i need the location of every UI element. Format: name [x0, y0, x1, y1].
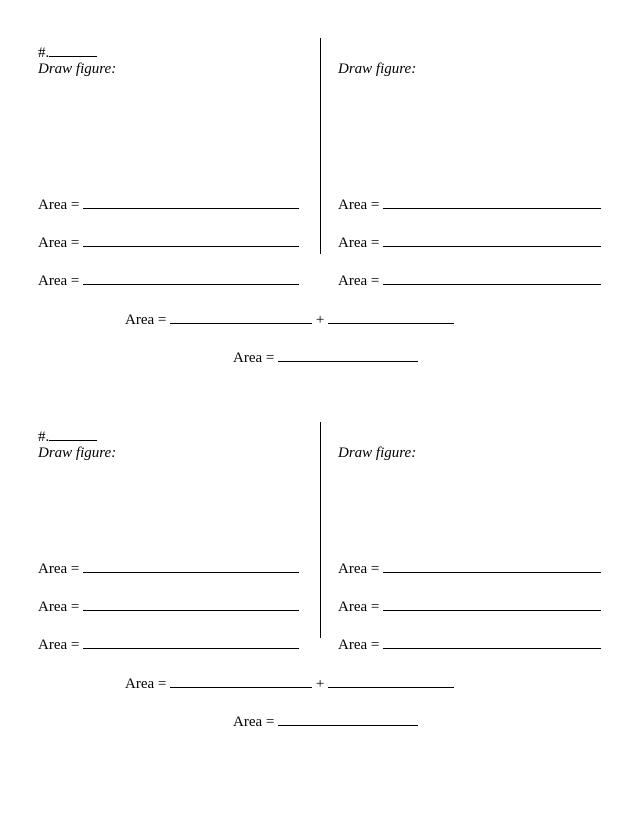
area-label: Area = [338, 637, 380, 653]
right-area-line-2 [338, 232, 601, 252]
area-answer-blank[interactable] [383, 194, 601, 209]
problem-number-blank[interactable] [49, 426, 97, 441]
column-divider [320, 422, 321, 638]
problem-section-2 [0, 384, 638, 764]
area-label: Area = [338, 599, 380, 615]
area-total-blank[interactable] [278, 711, 418, 726]
right-draw-figure-label: Draw figure: [338, 61, 417, 77]
left-area-line-3 [38, 634, 299, 654]
area-label: Area = [125, 312, 167, 328]
left-draw-figure-label: Draw figure: [38, 445, 117, 461]
area-label: Area = [38, 273, 80, 289]
area-answer-blank[interactable] [83, 596, 299, 611]
area-answer-blank[interactable] [83, 270, 299, 285]
area-total-blank[interactable] [278, 347, 418, 362]
plus-sign: + [315, 312, 325, 328]
area-label: Area = [38, 197, 80, 213]
problem-number [38, 426, 97, 446]
area-label: Area = [338, 273, 380, 289]
area-answer-blank[interactable] [383, 270, 601, 285]
problem-section-1 [0, 0, 638, 380]
area-label: Area = [338, 561, 380, 577]
area-addend-blank[interactable] [328, 673, 454, 688]
area-addend-blank[interactable] [328, 309, 454, 324]
area-label: Area = [38, 235, 80, 251]
area-answer-blank[interactable] [383, 596, 601, 611]
area-total-line [233, 347, 418, 367]
area-answer-blank[interactable] [383, 634, 601, 649]
right-area-line-3 [338, 634, 601, 654]
column-divider [320, 38, 321, 254]
problem-number-label: #. [38, 45, 50, 61]
right-area-line-2 [338, 596, 601, 616]
problem-number [38, 42, 97, 62]
area-label: Area = [338, 197, 380, 213]
area-label: Area = [233, 714, 275, 730]
area-label: Area = [233, 350, 275, 366]
area-answer-blank[interactable] [83, 558, 299, 573]
right-area-line-3 [338, 270, 601, 290]
plus-sign: + [315, 676, 325, 692]
problem-number-blank[interactable] [49, 42, 97, 57]
area-answer-blank[interactable] [83, 194, 299, 209]
area-addend-blank[interactable] [170, 309, 312, 324]
area-label: Area = [125, 676, 167, 692]
area-answer-blank[interactable] [383, 558, 601, 573]
area-sum-line [125, 673, 454, 693]
area-answer-blank[interactable] [383, 232, 601, 247]
area-label: Area = [38, 637, 80, 653]
left-draw-figure-label: Draw figure: [38, 61, 117, 77]
right-area-line-1 [338, 194, 601, 214]
left-area-line-1 [38, 558, 299, 578]
left-area-line-2 [38, 596, 299, 616]
right-area-line-1 [338, 558, 601, 578]
left-area-line-2 [38, 232, 299, 252]
area-sum-line [125, 309, 454, 329]
area-answer-blank[interactable] [83, 232, 299, 247]
right-draw-figure-label: Draw figure: [338, 445, 417, 461]
left-area-line-1 [38, 194, 299, 214]
area-label: Area = [38, 561, 80, 577]
area-addend-blank[interactable] [170, 673, 312, 688]
problem-number-label: #. [38, 429, 50, 445]
area-answer-blank[interactable] [83, 634, 299, 649]
area-label: Area = [338, 235, 380, 251]
left-area-line-3 [38, 270, 299, 290]
area-label: Area = [38, 599, 80, 615]
area-total-line [233, 711, 418, 731]
